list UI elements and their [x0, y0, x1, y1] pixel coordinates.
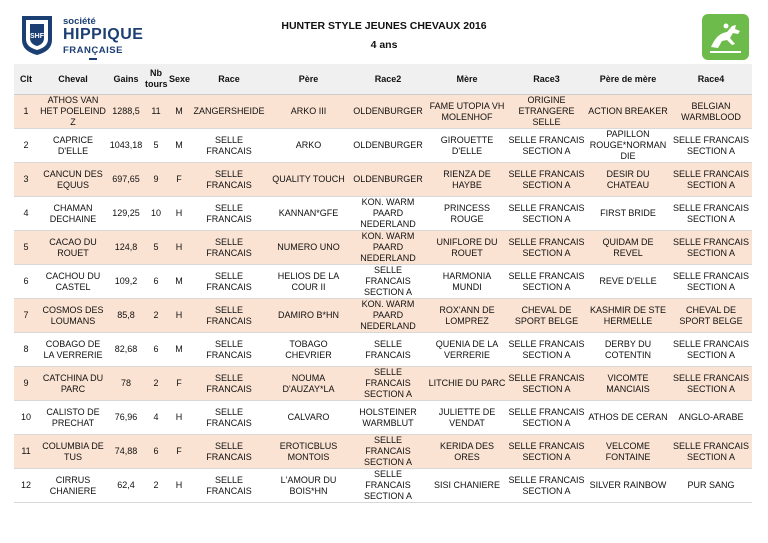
cell-gains: 1043,18	[108, 129, 144, 163]
logo-underline	[89, 58, 97, 60]
cell-sexe: M	[168, 265, 190, 299]
cell-race3: SELLE FRANCAIS SECTION A	[507, 231, 586, 265]
cell-race3: SELLE FRANCAIS SECTION A	[507, 129, 586, 163]
cell-race: SELLE FRANCAIS	[190, 333, 268, 367]
cell-pere-de-mere: PAPILLON ROUGE*NORMAN DIE	[586, 129, 670, 163]
cell-race: SELLE FRANCAIS	[190, 163, 268, 197]
cell-clt: 9	[14, 367, 38, 401]
cell-pere: ARKO III	[268, 95, 349, 129]
cell-gains: 78	[108, 367, 144, 401]
cell-clt: 4	[14, 197, 38, 231]
cell-mere: UNIFLORE DU ROUET	[427, 231, 507, 265]
cell-sexe: H	[168, 299, 190, 333]
cell-mere: RIENZA DE HAYBE	[427, 163, 507, 197]
cell-race3: SELLE FRANCAIS SECTION A	[507, 401, 586, 435]
cell-mere: FAME UTOPIA VH MOLENHOF	[427, 95, 507, 129]
cell-cheval: COSMOS DES LOUMANS	[38, 299, 108, 333]
cell-pere: NUMERO UNO	[268, 231, 349, 265]
table-row	[14, 469, 752, 503]
cell-clt: 8	[14, 333, 38, 367]
cell-nb-tours: 6	[144, 435, 168, 469]
cell-race3: SELLE FRANCAIS SECTION A	[507, 163, 586, 197]
cell-pere: EROTICBLUS MONTOIS	[268, 435, 349, 469]
col-header-nb-tours: Nb tours	[144, 64, 168, 95]
cell-sexe: F	[168, 163, 190, 197]
cell-nb-tours: 5	[144, 231, 168, 265]
cell-sexe: F	[168, 435, 190, 469]
cell-pere-de-mere: VELCOME FONTAINE	[586, 435, 670, 469]
cell-nb-tours: 11	[144, 95, 168, 129]
table-row	[14, 435, 752, 469]
cell-pere: TOBAGO CHEVRIER	[268, 333, 349, 367]
logo-hippique: HIPPIQUE	[63, 26, 144, 43]
cell-gains: 76,96	[108, 401, 144, 435]
cell-race: SELLE FRANCAIS	[190, 299, 268, 333]
cell-gains: 124,8	[108, 231, 144, 265]
cell-race2: OLDENBURGER	[349, 129, 427, 163]
cell-mere: JULIETTE DE VENDAT	[427, 401, 507, 435]
cell-race: SELLE FRANCAIS	[190, 231, 268, 265]
cell-pere-de-mere: SILVER RAINBOW	[586, 469, 670, 503]
cell-mere: HARMONIA MUNDI	[427, 265, 507, 299]
table-row	[14, 401, 752, 435]
col-header-cheval: Cheval	[38, 64, 108, 95]
table-header-row	[14, 64, 752, 95]
cell-race4: ANGLO-ARABE	[670, 401, 752, 435]
cell-race4: CHEVAL DE SPORT BELGE	[670, 299, 752, 333]
cell-gains: 1288,5	[108, 95, 144, 129]
cell-sexe: H	[168, 469, 190, 503]
cell-race3: CHEVAL DE SPORT BELGE	[507, 299, 586, 333]
horse-jumping-icon	[702, 14, 749, 60]
cell-race4: SELLE FRANCAIS SECTION A	[670, 265, 752, 299]
cell-race4: SELLE FRANCAIS SECTION A	[670, 231, 752, 265]
cell-nb-tours: 2	[144, 367, 168, 401]
cell-mere: QUENIA DE LA VERRERIE	[427, 333, 507, 367]
cell-race2: KON. WARM PAARD NEDERLAND	[349, 231, 427, 265]
cell-race: SELLE FRANCAIS	[190, 129, 268, 163]
cell-race4: PUR SANG	[670, 469, 752, 503]
cell-race2: SELLE FRANCAIS	[349, 333, 427, 367]
col-header-race: Race	[190, 64, 268, 95]
cell-gains: 74,88	[108, 435, 144, 469]
table-row	[14, 197, 752, 231]
col-header-pere: Père	[268, 64, 349, 95]
cell-pere-de-mere: VICOMTE MANCIAIS	[586, 367, 670, 401]
cell-pere-de-mere: REVE D'ELLE	[586, 265, 670, 299]
cell-pere: CALVARO	[268, 401, 349, 435]
cell-race4: SELLE FRANCAIS SECTION A	[670, 333, 752, 367]
cell-clt: 5	[14, 231, 38, 265]
cell-gains: 85,8	[108, 299, 144, 333]
cell-cheval: COLUMBIA DE TUS	[38, 435, 108, 469]
cell-race3: SELLE FRANCAIS SECTION A	[507, 469, 586, 503]
cell-mere: SISI CHANIERE	[427, 469, 507, 503]
cell-nb-tours: 10	[144, 197, 168, 231]
cell-race: SELLE FRANCAIS	[190, 197, 268, 231]
col-header-mere: Mère	[427, 64, 507, 95]
cell-cheval: CATCHINA DU PARC	[38, 367, 108, 401]
cell-nb-tours: 4	[144, 401, 168, 435]
cell-pere-de-mere: KASHMIR DE STE HERMELLE	[586, 299, 670, 333]
cell-gains: 109,2	[108, 265, 144, 299]
cell-race2: SELLE FRANCAIS SECTION A	[349, 367, 427, 401]
cell-race2: SELLE FRANCAIS SECTION A	[349, 435, 427, 469]
cell-nb-tours: 6	[144, 265, 168, 299]
cell-clt: 2	[14, 129, 38, 163]
table-row	[14, 265, 752, 299]
cell-mere: GIROUETTE D'ELLE	[427, 129, 507, 163]
results-table	[14, 64, 752, 503]
col-header-gains: Gains	[108, 64, 144, 95]
cell-nb-tours: 2	[144, 469, 168, 503]
cell-pere: NOUMA D'AUZAY*LA	[268, 367, 349, 401]
table-row	[14, 95, 752, 129]
cell-gains: 82,68	[108, 333, 144, 367]
cell-sexe: H	[168, 401, 190, 435]
cell-mere: KERIDA DES ORES	[427, 435, 507, 469]
cell-cheval: CIRRUS CHANIERE	[38, 469, 108, 503]
cell-pere-de-mere: DERBY DU COTENTIN	[586, 333, 670, 367]
cell-race3: SELLE FRANCAIS SECTION A	[507, 333, 586, 367]
col-header-pere-de-mere: Père de mère	[586, 64, 670, 95]
cell-cheval: CALISTO DE PRECHAT	[38, 401, 108, 435]
page-title: HUNTER STYLE JEUNES CHEVAUX 2016	[281, 20, 487, 32]
cell-race: SELLE FRANCAIS	[190, 435, 268, 469]
cell-pere: HELIOS DE LA COUR II	[268, 265, 349, 299]
logo-societe: société	[63, 16, 96, 27]
cell-pere-de-mere: ATHOS DE CERAN	[586, 401, 670, 435]
cell-mere: LITCHIE DU PARC	[427, 367, 507, 401]
cell-pere-de-mere: ACTION BREAKER	[586, 95, 670, 129]
cell-clt: 6	[14, 265, 38, 299]
cell-race3: SELLE FRANCAIS SECTION A	[507, 197, 586, 231]
cell-cheval: CHAMAN DECHAINE	[38, 197, 108, 231]
table-row	[14, 367, 752, 401]
col-header-race3: Race3	[507, 64, 586, 95]
cell-nb-tours: 9	[144, 163, 168, 197]
col-header-sexe: Sexe	[168, 64, 190, 95]
table-row	[14, 231, 752, 265]
table-body	[14, 95, 752, 503]
cell-clt: 10	[14, 401, 38, 435]
cell-cheval: CACAO DU ROUET	[38, 231, 108, 265]
cell-nb-tours: 5	[144, 129, 168, 163]
cell-gains: 697,65	[108, 163, 144, 197]
cell-pere-de-mere: FIRST BRIDE	[586, 197, 670, 231]
show-jumping-logo	[702, 14, 749, 60]
cell-pere: QUALITY TOUCH	[268, 163, 349, 197]
cell-race4: SELLE FRANCAIS SECTION A	[670, 435, 752, 469]
cell-race2: KON. WARM PAARD NEDERLAND	[349, 197, 427, 231]
cell-sexe: M	[168, 129, 190, 163]
cell-race3: SELLE FRANCAIS SECTION A	[507, 265, 586, 299]
cell-mere: ROX'ANN DE LOMPREZ	[427, 299, 507, 333]
cell-race3: SELLE FRANCAIS SECTION A	[507, 435, 586, 469]
cell-race4: SELLE FRANCAIS SECTION A	[670, 197, 752, 231]
cell-nb-tours: 6	[144, 333, 168, 367]
cell-sexe: H	[168, 197, 190, 231]
col-header-race2: Race2	[349, 64, 427, 95]
col-header-clt: Clt	[14, 64, 38, 95]
cell-pere-de-mere: DESIR DU CHATEAU	[586, 163, 670, 197]
cell-nb-tours: 2	[144, 299, 168, 333]
cell-race2: HOLSTEINER WARMBLUT	[349, 401, 427, 435]
cell-race: ZANGERSHEIDE	[190, 95, 268, 129]
cell-pere: KANNAN*GFE	[268, 197, 349, 231]
table-row	[14, 333, 752, 367]
cell-race2: OLDENBURGER	[349, 163, 427, 197]
table-row	[14, 299, 752, 333]
cell-pere: DAMIRO B*HN	[268, 299, 349, 333]
cell-race3: SELLE FRANCAIS SECTION A	[507, 367, 586, 401]
cell-pere: L'AMOUR DU BOIS*HN	[268, 469, 349, 503]
cell-race: SELLE FRANCAIS	[190, 265, 268, 299]
cell-race4: SELLE FRANCAIS SECTION A	[670, 163, 752, 197]
cell-gains: 129,25	[108, 197, 144, 231]
cell-sexe: M	[168, 95, 190, 129]
cell-race2: SELLE FRANCAIS SECTION A	[349, 469, 427, 503]
cell-race: SELLE FRANCAIS	[190, 401, 268, 435]
cell-clt: 3	[14, 163, 38, 197]
table-row	[14, 129, 752, 163]
logo-francaise: FRANÇAISE	[63, 45, 123, 56]
cell-race4: SELLE FRANCAIS SECTION A	[670, 129, 752, 163]
cell-pere-de-mere: QUIDAM DE REVEL	[586, 231, 670, 265]
cell-cheval: ATHOS VAN HET POELEIND Z	[38, 95, 108, 129]
cell-cheval: CAPRICE D'ELLE	[38, 129, 108, 163]
cell-clt: 12	[14, 469, 38, 503]
cell-race2: SELLE FRANCAIS SECTION A	[349, 265, 427, 299]
cell-clt: 11	[14, 435, 38, 469]
cell-race4: SELLE FRANCAIS SECTION A	[670, 367, 752, 401]
cell-pere: ARKO	[268, 129, 349, 163]
cell-sexe: H	[168, 231, 190, 265]
cell-mere: PRINCESS ROUGE	[427, 197, 507, 231]
shield-lettering: SHF	[30, 33, 44, 40]
cell-race: SELLE FRANCAIS	[190, 469, 268, 503]
cell-race2: OLDENBURGER	[349, 95, 427, 129]
cell-sexe: M	[168, 333, 190, 367]
cell-clt: 7	[14, 299, 38, 333]
cell-race4: BELGIAN WARMBLOOD	[670, 95, 752, 129]
cell-cheval: CACHOU DU CASTEL	[38, 265, 108, 299]
cell-race2: KON. WARM PAARD NEDERLAND	[349, 299, 427, 333]
col-header-race4: Race4	[670, 64, 752, 95]
cell-cheval: CANCUN DES EQUUS	[38, 163, 108, 197]
cell-gains: 62,4	[108, 469, 144, 503]
table-row	[14, 163, 752, 197]
cell-sexe: F	[168, 367, 190, 401]
cell-clt: 1	[14, 95, 38, 129]
cell-cheval: COBAGO DE LA VERRERIE	[38, 333, 108, 367]
page-subtitle: 4 ans	[370, 39, 398, 51]
cell-race3: ORIGINE ETRANGERE SELLE	[507, 95, 586, 129]
cell-race: SELLE FRANCAIS	[190, 367, 268, 401]
